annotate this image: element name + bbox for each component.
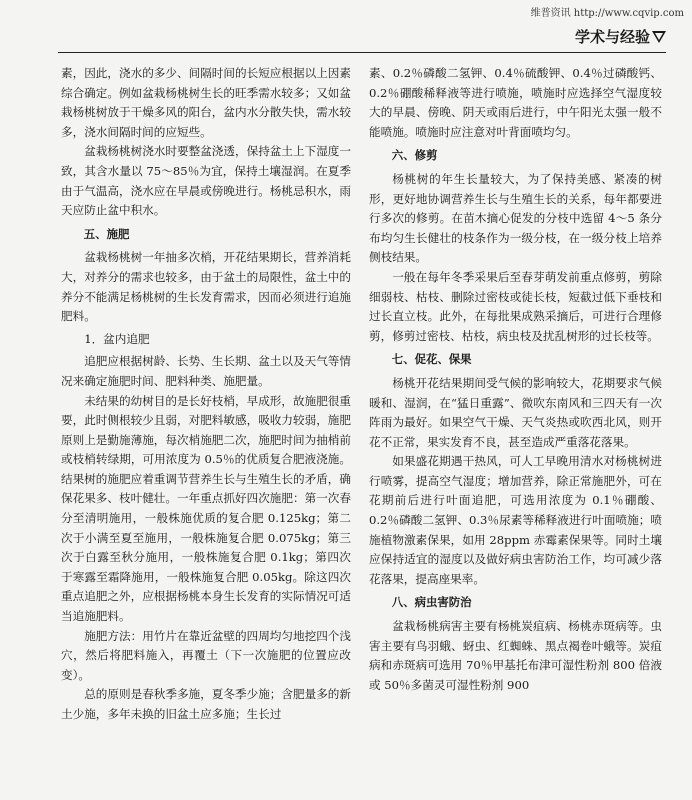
section-title — [575, 26, 666, 47]
section-heading: 六、修剪 — [391, 148, 438, 163]
paragraph: 杨桃开花结果期间受气候的影响较大，花期要求气候暖和、湿润，在“猛日重露”、微吹东南风和三四天有一次阵雨为最好。如果空气干燥、天气炎热或吹西北风，则开花不正常，果实发育不良，甚至造成严重落花落果。 — [369, 375, 662, 449]
paragraph: 杨桃树的年生长量较大，为了保持美感、紧凑的树形，更好地协调营养生长与生殖生长的关系，每年都要进行多次的修剪。在苗木摘心促发的分枝中选留 4～5 条分布均匀生长健壮的枝条作为一级分枝，在一级分枝上培养侧枝结果。 — [369, 171, 662, 265]
left-column — [61, 64, 351, 800]
right-column — [369, 64, 662, 800]
paragraph: 追肥应根据树龄、长势、生长期、盆土以及天气等情况来确定施肥时间、肥料种类、施肥量。 — [61, 354, 351, 388]
watermark-text: 维普资讯 http://www.cqvip.com — [530, 8, 684, 19]
section-heading: 八、病虫害防治 — [391, 595, 472, 610]
paragraph: 一般在每年冬季采果后至春芽萌发前重点修剪，剪除细弱枝、枯枝、删除过密枝或徒长枝，短截过低下垂枝和过长直立枝。此外，在每批果成熟采摘后，可进行合理修剪，修剪过密枝、枯枝，病虫枝及扰乱树形的过长枝等。 — [369, 269, 662, 343]
paragraph: 盆栽杨桃树浇水时要整盆浇透，保持盆土上下湿度一致，其含水量以 75～85％为宜，保持土壤湿润。在夏季由于气温高，浇水应在早晨或傍晚进行。杨桃忌积水，雨天应防止盆中积水。 — [61, 144, 351, 218]
paragraph: 盆栽杨桃树一年抽多次梢，开花结果期长，营养消耗大，对养分的需求也较多，由于盆土的局限性，盆土中的养分不能满足杨桃树的生长发育需求，因而必须进行追施肥料。 — [61, 250, 351, 324]
section-heading: 五、施肥 — [83, 226, 130, 241]
paragraph: 施肥方法：用竹片在靠近盆壁的四周均匀地挖四个浅穴，然后将肥料施入，再覆土（下一次施肥的位置应改变）。 — [61, 628, 351, 682]
header-divider — [58, 52, 666, 53]
paragraph: 素，因此，浇水的多少、间隔时间的长短应根据以上因素综合确定。例如盆栽杨桃树生长的旺季需水较多；又如盆栽杨桃树放于干燥多风的阳台，盆内水分散失快，需水较多，浇水间隔时间的应短些。 — [61, 66, 351, 139]
paragraph: 总的原则是春秋季多施，夏冬季少施；含肥量多的新土少施，多年未换的旧盆土应多施；生长过 — [61, 687, 351, 721]
paragraph: 未结果的幼树目的是长好枝梢，早成形，故施肥很重要，此时侧根较少且弱，对肥料敏感，吸收力较弱，施肥原则上是勤施薄施，每次梢施肥二次，施肥时间为抽梢前或枝梢转绿期，可用浓度为 0.5％的优质复合肥液浇施。结果树的施肥应着重调节营养生长与生殖生长的矛盾，确保花果多、枝叶健壮。一年重点抓好四次施肥：第一次春分至清明施用，一般株施优质的复合肥 0.125kg；第二次于小满至夏至施用，一般株施复合肥 0.075kg；第三次于白露至秋分施用，一般株施复合肥 0.1kg；第四次于寒露至霜降施用，一般株施复合肥 0.05kg。除这四次重点追肥之外，应根据杨桃本身生长发育的实际情况可适当追施肥料。 — [61, 393, 351, 624]
down-triangle-icon — [652, 31, 666, 43]
paragraph: 素、0.2％磷酸二氢钾、0.4％硫酸钾、0.4％过磷酸钙、0.2％硼酸稀释液等进行喷施，喷施时应选择空气湿度较大的早晨、傍晚、阴天或雨后进行，中午阳光太强一般不能喷施。喷施时应注意对叶背面喷均匀。 — [369, 66, 662, 139]
subsection-heading: 1．盆内追肥 — [84, 331, 150, 346]
section-title-text: 学术与经验 — [574, 28, 650, 46]
paragraph: 盆栽杨桃病害主要有杨桃炭疽病、杨桃赤斑病等。虫害主要有鸟羽蛾、蚜虫、红蜘蛛、黑点褐卷叶蛾等。炭疽病和赤斑病可选用 70％甲基托布津可湿性粉剂 800 倍液或 50％多菌灵可湿性粉剂 900 — [369, 619, 662, 692]
section-heading: 七、促花、保果 — [391, 352, 472, 367]
paragraph: 如果盛花期遇干热风，可人工早晚用清水对杨桃树进行喷雾，提高空气湿度；增加营养，除正常施肥外，可在花期前后进行叶面追肥，可选用浓度为 0.1％硼酸、0.2％磷酸二氢钾、0.3％尿素等稀释液进行叶面喷施；喷施植物激素保果，如用 28ppm 赤霉素保果等。同时土壤应保持适宜的湿度以及做好病虫害防治工作，均可减少落花落果，提高座果率。 — [369, 454, 662, 586]
